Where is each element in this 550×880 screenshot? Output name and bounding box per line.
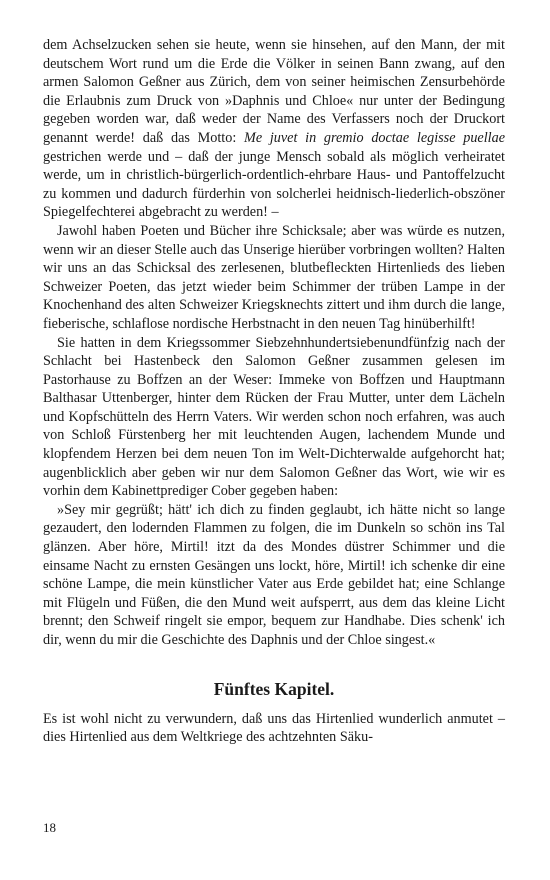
book-page: [43, 36, 505, 747]
paragraph-1-text-after: gestrichen werde und – daß der junge Mensch sobald als möglich verheiratet werde, um in christlich-bürgerlich-ordentlich-ehrbare Haus- und Pantoffelzucht zu kommen und dadurch fürderhin von solcherlei heidnisch-liederlich-obszöner Spiegelfechterei abgebracht zu werden! –: [43, 148, 505, 221]
chapter-opening-paragraph: Es ist wohl nicht zu verwundern, daß uns das Hirtenlied wunderlich anmutet – dies Hirtenlied aus dem Weltkriege des achtzehnten Säku-: [43, 710, 505, 746]
latin-motto: Me juvet in gremio doctae legisse puellae: [244, 129, 505, 146]
paragraph-2: Jawohl haben Poeten und Bücher ihre Schicksale; aber was würde es nutzen, wenn wir an dieser Stelle auch das Unserige hierüber vorbringen wollten? Halten wir uns an das Schicksal des zerlesenen, blutbefleckten Hirtenlieds des lieben Schweizer Poeten, das jetzt wieder beim Schimmer der trüben Lampe in der Knochenhand des alten Schweizer Kriegsknechts zittert und ihm durch die lange, fieberische, schlaflose nordische Herbstnacht in den neuen Tag hinüberhilft!: [43, 222, 505, 332]
paragraph-4-quotation: »Sey mir gegrüßt; hätt' ich dich zu finden geglaubt, ich hätte nicht so lange gezaudert, den lodernden Flammen zu folgen, die im Dunkeln so schön ins Tal glänzen. Aber höre, Mirtil! itzt da des Mondes düstrer Schimmer und die einsame Nacht zu ernsten Gesängen uns lockt, höre, Mirtil! ich schenke dir eine schöne Lampe, die mein künstlicher Vater aus Erde gebildet hat; eine Schlange mit Flügeln und Füßen, die den Mund weit aufsperrt, aus dem das kleine Licht brennt; den Schweif ringelt sie empor, bequem zur Handhabe. Dies schenk' ich dir, wenn du mir die Geschichte des Daphnis und der Chloe singest.«: [43, 501, 505, 648]
page-number: 18: [43, 820, 56, 835]
paragraph-1-text-before: dem Achselzucken sehen sie heute, wenn sie hinsehen, auf den Mann, der mit deutschem Wort rund um die Erde die Völker in seinen Bann zwang, auf den armen Salomon Geßner aus Zürich, dem von seiner heimischen Zensurbehörde die Erlaubnis zum Druck von »Daphnis und Chloe« nur unter der Bedingung gegeben worden war, daß weder der Name des Verfassers noch der Druckort genannt werde! daß das Motto:: [43, 37, 505, 146]
paragraph-1: [43, 36, 505, 222]
paragraph-3: Sie hatten in dem Kriegssommer Siebzehnhundertsiebenundfünfzig nach der Schlacht bei Hastenbeck den Salomon Geßner zusammen gelesen im Pastorhause zu Boffzen an der Weser: Immeke von Boffzen und Hauptmann Balthasar Uttenberger, hinter dem Rücken der Frau Mutter, unter dem Lächeln und Kopfschütteln des Herrn Vaters. Wir werden schon noch erfahren, was auch von Schloß Fürstenberg her mit leuchtenden Augen, lachendem Munde und klopfendem Herzen bei dem neuen Ton im Welt-Dichterwalde aufgehorcht hat; augenblicklich aber geben wir nur dem Salomon Geßner das Wort, wie wir es vorhin dem Kabinettprediger Cober gegeben haben:: [43, 334, 505, 500]
chapter-heading: Fünftes Kapitel.: [213, 678, 335, 699]
